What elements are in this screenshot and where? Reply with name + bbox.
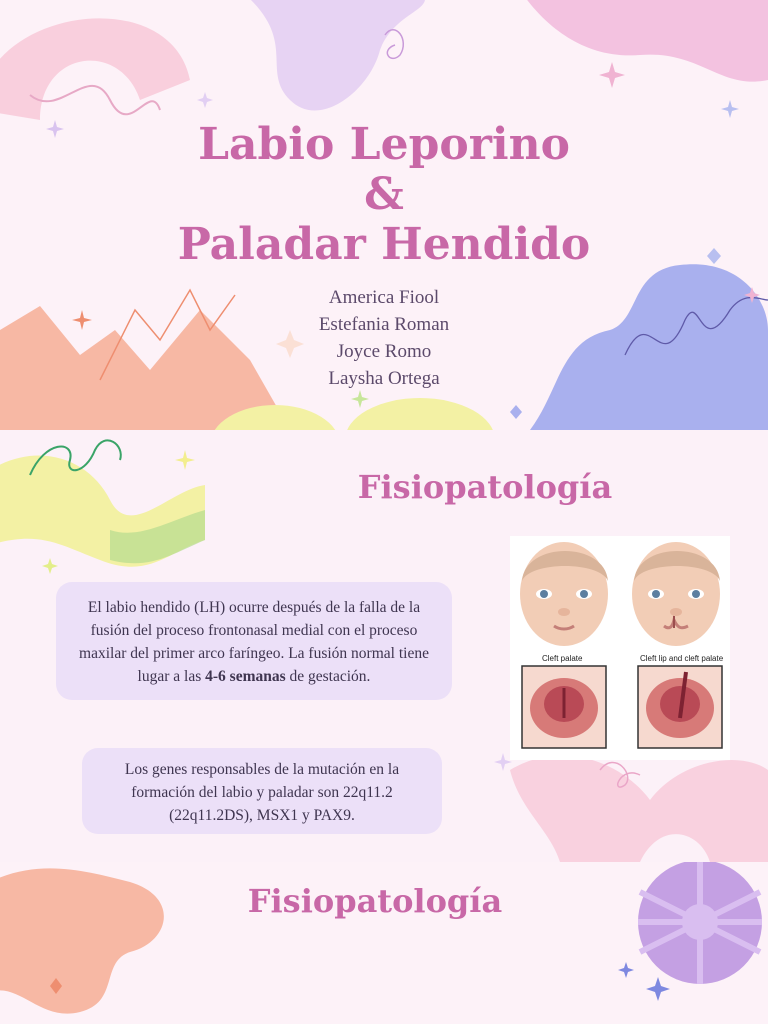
sparkle-icon: [646, 977, 670, 1001]
title-line-1: Labio Leporino: [198, 119, 570, 170]
sparkle-icon: [599, 62, 625, 88]
text-box-genes: [82, 748, 442, 834]
figure-label-left: Cleft palate: [542, 654, 583, 663]
pink-cloud-shape: [520, 0, 768, 82]
sparkle-icon: [197, 92, 213, 108]
text-box-lip: [56, 582, 452, 700]
sparkle-icon: [721, 100, 739, 118]
sparkle-icon: [42, 558, 58, 574]
main-title: [0, 120, 768, 270]
author-name: America Fiool: [328, 287, 440, 308]
title-slide: [0, 0, 768, 430]
section-title: Fisiopatología: [357, 468, 613, 506]
author-name: Laysha Ortega: [328, 368, 440, 389]
baby-face-right: [632, 542, 720, 646]
content-slide: [0, 430, 768, 862]
sparkle-icon: [351, 390, 369, 408]
section-title: Fisiopatología: [247, 882, 503, 920]
highlight-weeks: 4-6 semanas: [205, 668, 286, 685]
lavender-blob-shape: [240, 0, 425, 110]
paragraph-text: Los genes responsables de la mutación en la formación del labio y paladar son 22q11.2 (22q11.2DS), MSX1 y PAX9.: [124, 761, 400, 824]
content-slide: [0, 862, 768, 1024]
sparkle-icon: [618, 962, 634, 978]
author-list: [0, 284, 768, 392]
title-line-3: Paladar Hendido: [177, 219, 591, 270]
pink-arch-shape: [0, 18, 190, 120]
author-name: Joyce Romo: [336, 341, 432, 362]
paragraph-text: El labio hendido (LH) ocurre después de la falla de la fusión del proceso frontonasal medial con el proceso maxilar del primer arco faríngeo. La fusión normal tiene lugar a las: [79, 599, 429, 685]
paragraph-text: de gestación.: [285, 668, 371, 685]
figure-label-right: Cleft lip and cleft palate: [640, 654, 724, 663]
diamond-icon: [510, 405, 522, 419]
pink-arch-shape: [510, 756, 768, 862]
author-name: Estefania Roman: [318, 314, 450, 335]
cleft-illustration: [510, 536, 730, 760]
peach-blob-shape: [0, 868, 164, 1013]
baby-face-left: [520, 542, 608, 646]
title-ampersand: &: [364, 169, 404, 220]
sparkle-icon: [175, 450, 195, 470]
baby-faces-figure: [510, 536, 730, 760]
yellow-mound-shape: [345, 398, 495, 430]
